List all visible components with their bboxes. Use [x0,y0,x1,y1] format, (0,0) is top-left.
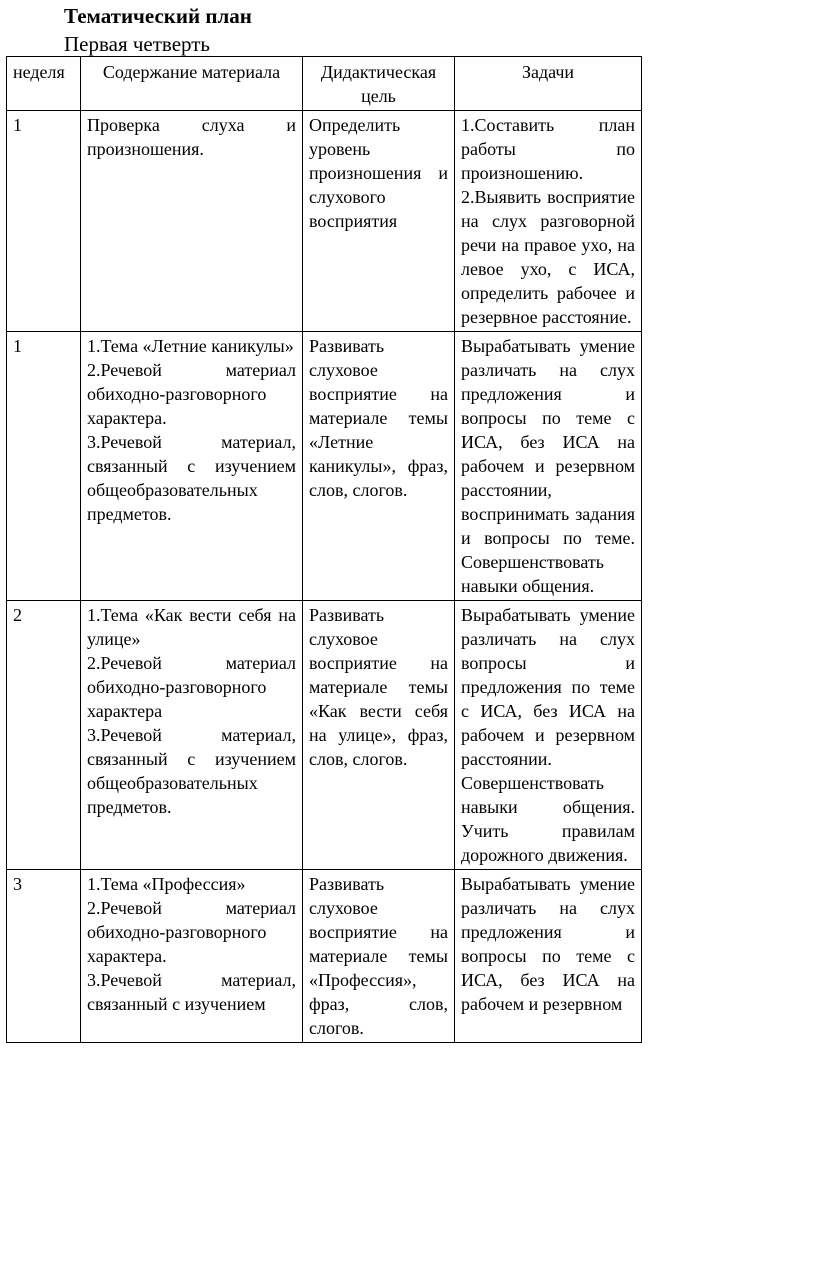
cell-content-paragraph: 3.Речевой материал, связанный с изучением общеобразовательных предметов. [87,432,296,524]
cell-goal [303,870,455,1043]
cell-tasks-paragraph: 2.Выявить восприятие на слух разговорной речи на правое ухо, на левое ухо, с ИСА, определить рабочее и резервное расстояние. [461,187,635,327]
header-content: Содержание материала [81,57,303,111]
cell-week: 2 [7,601,81,870]
cell-content-paragraph: 3.Речевой материал, связанный с изучением [87,970,296,1014]
cell-tasks-paragraph: Вырабатывать умение различать на слух вопросы и предложения по теме с ИСА, без ИСА на рабочем и резервном расстоянии. Совершенствовать навыки общения. Учить правилам дорожного движения. [461,605,635,865]
header-goal: Дидактическая цель [303,57,455,111]
table-row [7,870,642,1043]
cell-content-paragraph: 2.Речевой материал обиходно-разговорного характера [87,653,296,721]
cell-content-paragraph: 2.Речевой материал обиходно-разговорного характера. [87,360,296,428]
cell-tasks [455,601,642,870]
cell-goal [303,332,455,601]
cell-goal [303,111,455,332]
document-title: Тематический план [64,4,252,28]
cell-content-paragraph: 1.Тема «Как вести себя на улице» [87,605,296,649]
cell-content-paragraph: Проверка слуха и произношения. [87,115,296,159]
cell-content-paragraph: 1.Тема «Профессия» [87,874,246,894]
cell-content [81,111,303,332]
cell-content [81,332,303,601]
header-week: неделя [7,57,81,111]
cell-tasks [455,111,642,332]
table-header-row [7,57,642,111]
cell-goal [303,601,455,870]
table-row [7,601,642,870]
cell-content-paragraph: 3.Речевой материал, связанный с изучением общеобразовательных предметов. [87,725,296,817]
cell-tasks-paragraph: Вырабатывать умение различать на слух предложения и вопросы по теме с ИСА, без ИСА на рабочем и резервном расстоянии, воспринимать задания и вопросы по теме. Совершенствовать навыки общения. [461,336,635,596]
cell-goal-paragraph: Развивать слуховое восприятие на материале темы «Профессия», фраз, слов, слогов. [309,874,448,1038]
cell-week: 1 [7,111,81,332]
cell-tasks [455,870,642,1043]
table-body [7,111,642,1043]
cell-week: 3 [7,870,81,1043]
table-row [7,332,642,601]
cell-tasks-paragraph: Вырабатывать умение различать на слух предложения и вопросы по теме с ИСА, без ИСА на рабочем и резервном [461,874,635,1014]
cell-goal-paragraph: Развивать слуховое восприятие на материале темы «Как вести себя на улице», фраз, слов, слогов. [309,605,448,769]
cell-content-paragraph: 1.Тема «Летние каникулы» [87,336,294,356]
header-tasks: Задачи [455,57,642,111]
cell-content [81,601,303,870]
cell-tasks [455,332,642,601]
cell-goal-paragraph: Определить уровень произношения и слухового восприятия [309,115,448,231]
cell-week: 1 [7,332,81,601]
cell-goal-paragraph: Развивать слуховое восприятие на материале темы «Летние каникулы», фраз, слов, слогов. [309,336,448,500]
cell-tasks-paragraph: 1.Составить план работы по произношению. [461,115,635,183]
cell-content-paragraph: 2.Речевой материал обиходно-разговорного характера. [87,898,296,966]
document-subtitle: Первая четверть [64,32,211,56]
thematic-plan-table [6,56,642,1043]
table-row [7,111,642,332]
cell-content [81,870,303,1043]
